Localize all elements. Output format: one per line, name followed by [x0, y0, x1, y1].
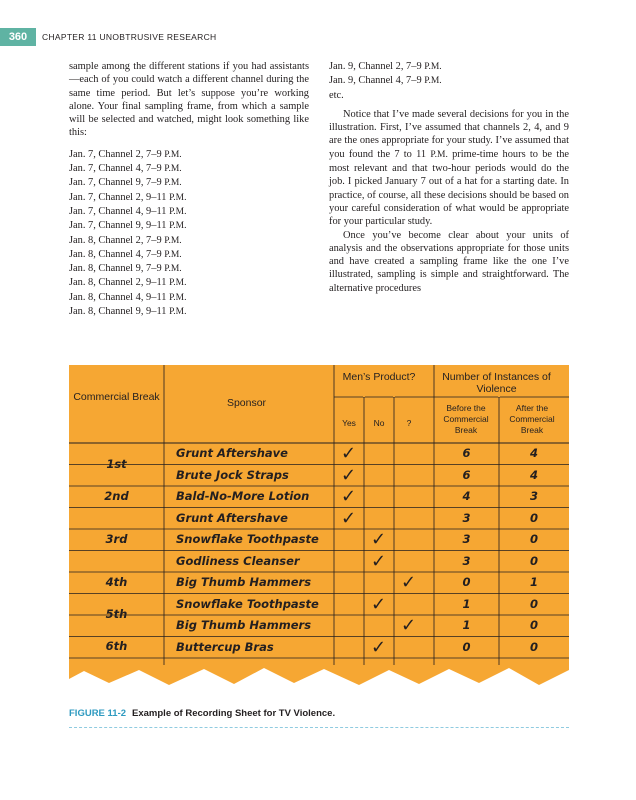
- sampling-frame-item: [329, 60, 569, 74]
- sampling-frame-item: [69, 219, 309, 233]
- after-count: 0: [529, 639, 538, 654]
- sponsor-cell: Grunt Aftershave: [176, 510, 288, 525]
- sampling-frame-list: [69, 148, 309, 320]
- sampling-frame-item: [69, 262, 309, 276]
- sampling-frame-item: [69, 148, 309, 162]
- list-item-ampm: P.M.: [164, 164, 182, 175]
- break-label: 5th: [105, 607, 128, 621]
- sampling-frame-item: [69, 162, 309, 176]
- etc-text: etc.: [329, 89, 344, 101]
- list-item-day: Jan. 8, Channel 9, 7–9: [69, 263, 162, 275]
- break-label: 2nd: [104, 488, 129, 503]
- before-count: 3: [462, 532, 471, 546]
- list-item-day: Jan. 7, Channel 9, 7–9: [69, 177, 162, 189]
- before-count: 0: [462, 575, 471, 589]
- list-item-day: Jan. 8, Channel 9, 9–11: [69, 306, 167, 318]
- after-count: 0: [529, 596, 538, 611]
- header-no: No: [373, 418, 385, 428]
- sponsor-cell: Big Thumb Hammers: [176, 618, 312, 632]
- list-item-ampm: P.M.: [164, 149, 182, 160]
- figure-caption: [69, 708, 335, 719]
- answer-check-mark: ✓: [401, 615, 417, 636]
- list-item-day: Jan. 8, Channel 2, 7–9: [69, 234, 162, 246]
- page-number: 360: [0, 28, 36, 46]
- list-item-ampm: P.M.: [164, 264, 182, 275]
- after-count: 0: [529, 618, 538, 632]
- after-count: 0: [529, 510, 538, 525]
- page-header: [0, 28, 216, 46]
- break-label: 1st: [106, 456, 127, 471]
- units-paragraph: Once you’ve become clear about your units of analysis and the observations appropriate for those units and have created a sampling frame like the one I’ve illustrated, sampling is simple and straightforward. The alternative procedures: [329, 229, 569, 294]
- right-column: [329, 60, 569, 295]
- header-sponsor: Sponsor: [226, 397, 267, 409]
- before-count: 3: [462, 553, 471, 568]
- list-item-ampm: P.M.: [169, 307, 187, 318]
- list-item-day: Jan. 9, Channel 2, 7–9: [329, 61, 422, 72]
- break-label: 6th: [105, 639, 128, 654]
- list-item-ampm: P.M.: [169, 278, 187, 289]
- list-item-ampm: P.M.: [164, 249, 182, 260]
- list-item-day: Jan. 7, Channel 4, 7–9: [69, 163, 162, 175]
- answer-check-mark: ✓: [371, 550, 387, 572]
- sponsor-cell: Brute Jock Straps: [176, 467, 289, 482]
- list-item-day: Jan. 7, Channel 9, 9–11: [69, 220, 167, 232]
- sponsor-cell: Grunt Aftershave: [176, 446, 288, 460]
- sampling-frame-list-continued: [329, 60, 569, 89]
- header-instances: Number of Instances of Violence: [442, 371, 551, 395]
- sponsor-cell: Godliness Cleanser: [176, 553, 300, 568]
- list-item-day: Jan. 9, Channel 4, 7–9: [329, 75, 422, 87]
- list-item-ampm: P.M.: [164, 178, 182, 189]
- answer-check-mark: ✓: [371, 529, 387, 550]
- list-item-ampm: P.M.: [424, 76, 442, 87]
- sponsor-cell: Big Thumb Hammers: [176, 575, 312, 589]
- answer-check-mark: ✓: [341, 443, 357, 464]
- sampling-frame-item: [69, 248, 309, 262]
- left-column: [69, 60, 309, 319]
- list-item-day: Jan. 8, Channel 4, 9–11: [69, 291, 167, 303]
- list-item-day: Jan. 8, Channel 4, 7–9: [69, 248, 162, 260]
- answer-check-mark: ✓: [401, 572, 417, 593]
- list-item-ampm: P.M.: [164, 235, 182, 246]
- before-count: 4: [462, 489, 471, 503]
- header-commercial-break: Commercial Break: [73, 391, 160, 403]
- after-count: 0: [529, 532, 538, 546]
- header-unsure: ?: [406, 418, 412, 428]
- answer-check-mark: ✓: [341, 507, 357, 529]
- header-before: Before the Commercial Break: [443, 403, 489, 435]
- header-after: After the Commercial Break: [509, 403, 555, 435]
- after-count: 4: [529, 446, 538, 460]
- before-count: 3: [462, 510, 471, 525]
- sampling-frame-item: [329, 74, 569, 88]
- header-mens-product: Men’s Product?: [342, 371, 416, 383]
- list-item-ampm: P.M.: [169, 221, 187, 232]
- sampling-frame-item: [69, 191, 309, 205]
- before-count: 1: [462, 618, 471, 632]
- break-label: 4th: [105, 574, 128, 589]
- sponsor-cell: Bald-No-More Lotion: [176, 489, 310, 503]
- figure-label: FIGURE 11-2: [69, 708, 127, 719]
- chapter-title: CHAPTER 11 UNOBTRUSIVE RESEARCH: [42, 32, 217, 42]
- after-count: 1: [529, 575, 538, 589]
- after-count: 4: [529, 467, 538, 482]
- answer-check-mark: ✓: [371, 593, 387, 615]
- recording-sheet-figure: [69, 365, 569, 697]
- notice-text-a: Notice that I’ve made several decisions for you in the illustration. First, I’ve assumed that channels 2, 4, and 9 are the ones appropriate for your study. I’ve assumed that you found the 7 to 11: [329, 108, 569, 160]
- list-item-ampm: P.M.: [169, 206, 187, 217]
- notice-paragraph: [329, 108, 569, 229]
- after-count: 3: [529, 489, 538, 503]
- before-count: 6: [462, 446, 471, 460]
- sampling-frame-item: [69, 176, 309, 190]
- before-count: 1: [462, 596, 471, 611]
- list-item-day: Jan. 8, Channel 2, 9–11: [69, 277, 167, 289]
- notice-pm: P.M.: [430, 149, 448, 160]
- sampling-frame-item: [69, 205, 309, 219]
- list-item-day: Jan. 7, Channel 2, 7–9: [69, 148, 162, 160]
- after-count: 0: [529, 553, 538, 568]
- answer-check-mark: ✓: [341, 464, 357, 486]
- sampling-frame-item: [69, 276, 309, 290]
- notice-text-b: prime-time hours to be the most relevant and that two-hour periods would do the job. I picked January 7 out of a hat for a starting date. In practice, of course, all these decisions should be based on your careful consideration of what would be appropriate for your particular study.: [329, 148, 570, 228]
- sponsor-cell: Snowflake Toothpaste: [176, 596, 319, 611]
- sampling-frame-item: [69, 234, 309, 248]
- sampling-frame-item: [69, 291, 309, 305]
- left-intro-paragraph: sample among the different stations if you had assistants—each of you could watch a different channel during the same time period. But let’s suppose you’re working alone. Your final sampling frame, from which a sample will be selected and watched, might look something like this:: [69, 61, 309, 139]
- list-item-day: Jan. 7, Channel 2, 9–11: [69, 191, 167, 203]
- answer-check-mark: ✓: [341, 486, 357, 507]
- header-yes: Yes: [342, 418, 356, 428]
- caption-divider: [69, 727, 569, 728]
- before-count: 0: [462, 639, 471, 654]
- sampling-frame-item: [69, 305, 309, 319]
- figure-caption-text: Example of Recording Sheet for TV Violence.: [132, 708, 336, 719]
- sponsor-cell: Buttercup Bras: [176, 639, 274, 654]
- sponsor-cell: Snowflake Toothpaste: [176, 532, 319, 546]
- answer-check-mark: ✓: [371, 636, 387, 658]
- list-item-ampm: P.M.: [169, 292, 187, 303]
- break-label: 3rd: [105, 531, 128, 546]
- before-count: 6: [462, 467, 471, 482]
- list-item-day: Jan. 7, Channel 4, 9–11: [69, 205, 167, 217]
- list-item-ampm: P.M.: [424, 62, 442, 72]
- list-item-ampm: P.M.: [169, 192, 187, 203]
